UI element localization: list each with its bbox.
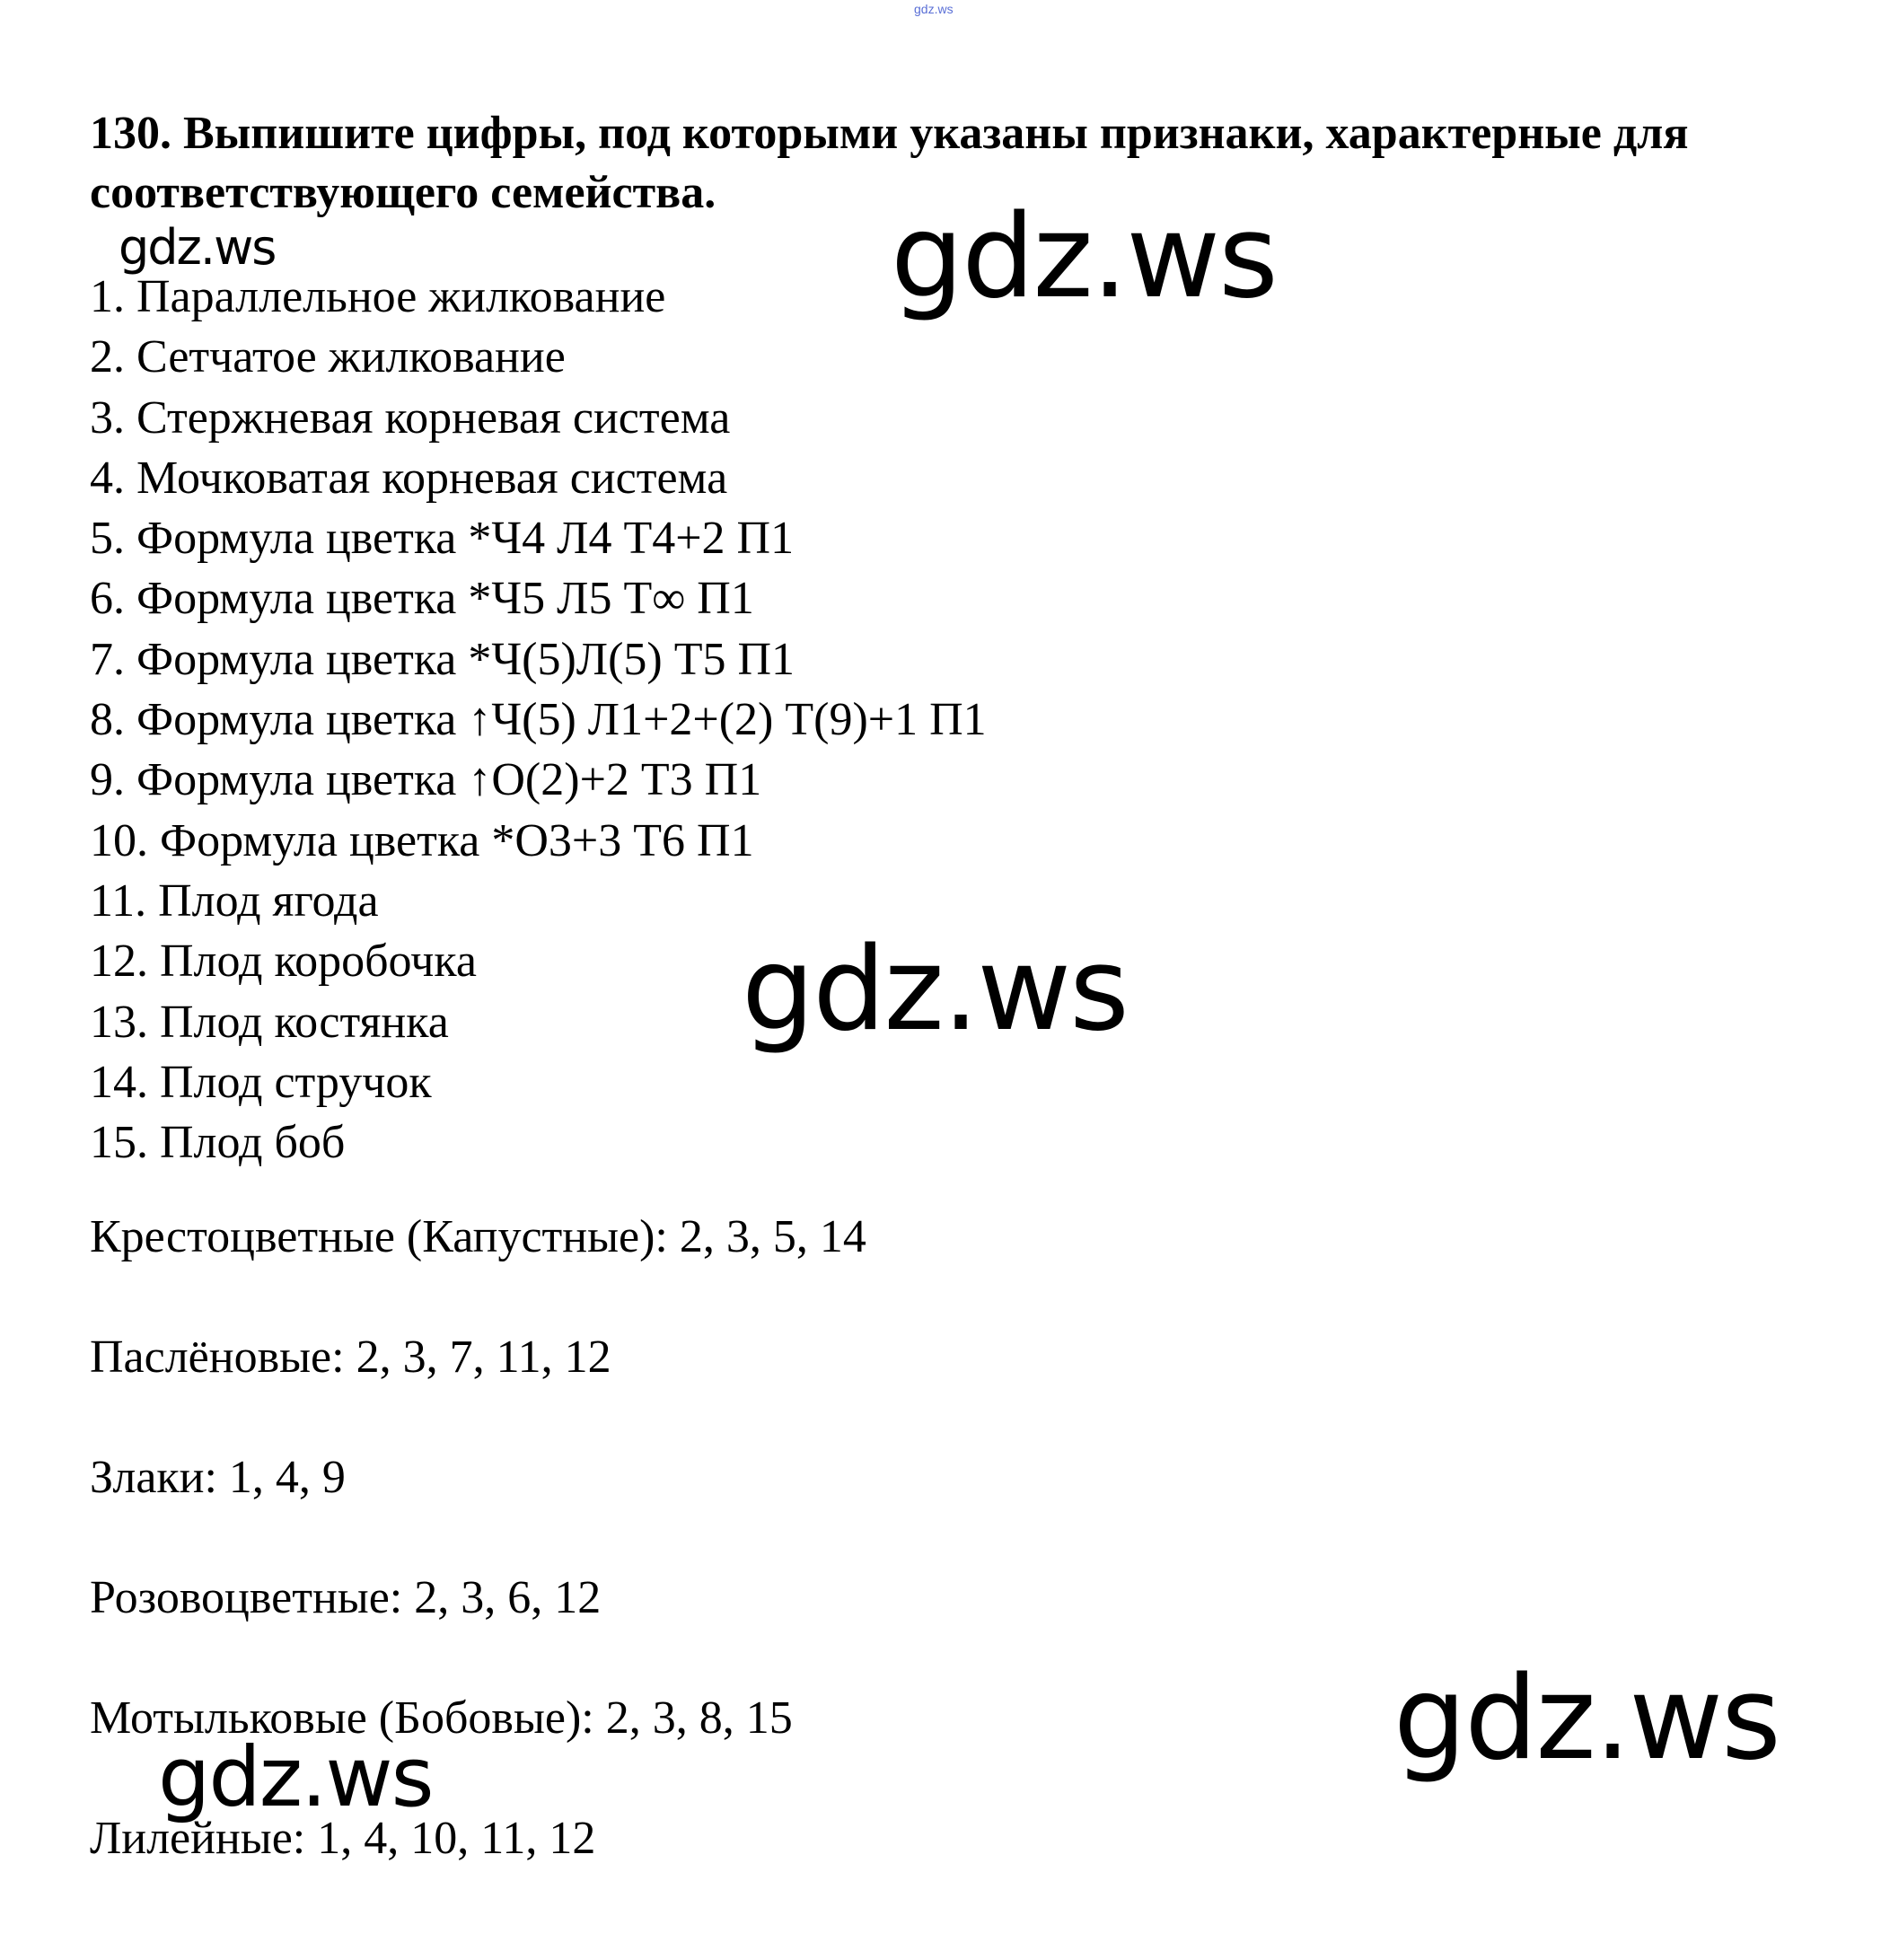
feature-item-4: 4. Мочковатая корневая система bbox=[90, 452, 728, 504]
watermark-large-top: gdz.ws bbox=[891, 190, 1277, 324]
answer-cruciferous: Крестоцветные (Капустные): 2, 3, 5, 14 bbox=[90, 1211, 866, 1262]
feature-item-10: 10. Формула цветка *О3+3 Т6 П1 bbox=[90, 814, 754, 866]
feature-item-6: 6. Формула цветка *Ч5 Л5 Т∞ П1 bbox=[90, 573, 754, 625]
site-mark-top: gdz.ws bbox=[914, 2, 954, 16]
feature-item-14: 14. Плод стручок bbox=[90, 1056, 432, 1108]
feature-item-1: 1. Параллельное жилкование bbox=[90, 271, 666, 322]
feature-item-3: 3. Стержневая корневая система bbox=[90, 391, 731, 444]
feature-item-7: 7. Формула цветка *Ч(5)Л(5) Т5 П1 bbox=[90, 633, 795, 685]
feature-item-5: 5. Формула цветка *Ч4 Л4 Т4+2 П1 bbox=[90, 513, 795, 565]
feature-item-13: 13. Плод костянка bbox=[90, 996, 449, 1048]
watermark-large-middle: gdz.ws bbox=[742, 923, 1128, 1057]
task-title: 130. Выпишите цифры, под которыми указаны признаки, характерные для соответствующего семейства. bbox=[90, 108, 1689, 218]
feature-item-15: 15. Плод боб bbox=[90, 1117, 346, 1169]
feature-item-2: 2. Сетчатое жилкование bbox=[90, 331, 566, 383]
answer-lily: Лилейные: 1, 4, 10, 11, 12 bbox=[90, 1813, 596, 1864]
watermark-large-bottom: gdz.ws bbox=[1393, 1652, 1780, 1786]
feature-item-12: 12. Плод коробочка bbox=[90, 936, 477, 988]
answer-legumes: Мотыльковые (Бобовые): 2, 3, 8, 15 bbox=[90, 1692, 793, 1744]
feature-item-9: 9. Формула цветка ↑О(2)+2 Т3 П1 bbox=[90, 754, 762, 806]
watermark-medium-bottom: gdz.ws bbox=[158, 1729, 433, 1825]
feature-item-8: 8. Формула цветка ↑Ч(5) Л1+2+(2) Т(9)+1 П1 bbox=[90, 694, 987, 746]
feature-item-11: 11. Плод ягода bbox=[90, 875, 379, 927]
answer-rosaceae: Розовоцветные: 2, 3, 6, 12 bbox=[90, 1572, 602, 1623]
answer-grasses: Злаки: 1, 4, 9 bbox=[90, 1452, 346, 1503]
answer-nightshade: Паслёновые: 2, 3, 7, 11, 12 bbox=[90, 1332, 611, 1383]
watermark-small: gdz.ws bbox=[119, 219, 276, 276]
